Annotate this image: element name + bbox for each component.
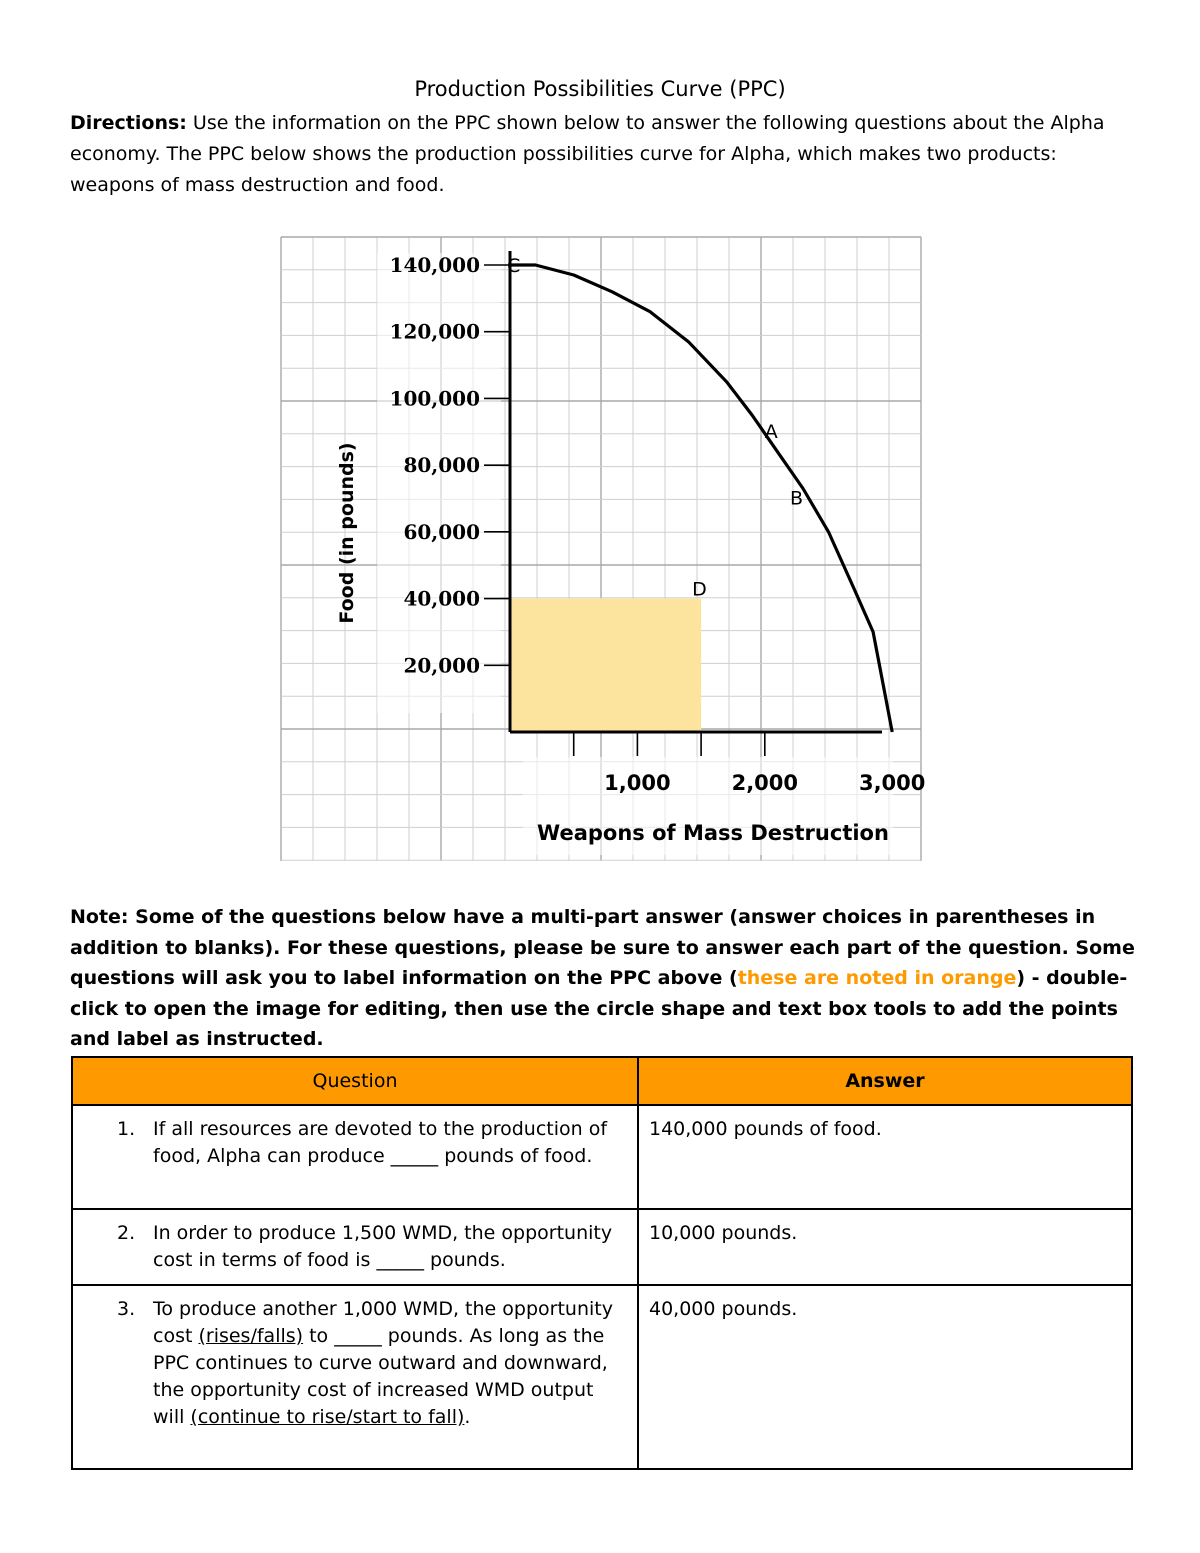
x-tick-label: 2,000: [731, 771, 799, 795]
answer-cell[interactable]: [638, 1209, 1132, 1285]
y-tick-label: 80,000: [403, 453, 480, 478]
question-cell: [72, 1285, 638, 1469]
y-tick-label: 120,000: [389, 319, 480, 344]
answer-text[interactable]: 40,000 pounds.: [649, 1298, 798, 1320]
question-text-part: to _____ pounds. As long as the PPC continues to curve outward and downward, the opportunity cost of increased WMD output will: [153, 1325, 608, 1428]
answer-choice-underlined: (rises/falls): [198, 1325, 304, 1347]
question-cell: [72, 1105, 638, 1209]
directions-text: Use the information on the PPC shown below to answer the following questions about the Alpha economy. The PPC below shows the production possibilities curve for Alpha, which makes two products: weapons of mass destruction and food.: [70, 112, 1105, 196]
answer-cell[interactable]: [638, 1285, 1132, 1469]
question-number: 1.: [117, 1118, 136, 1140]
y-tick-label: 40,000: [403, 586, 480, 611]
answer-text[interactable]: 10,000 pounds.: [649, 1222, 798, 1244]
point-label-a: A: [764, 420, 778, 443]
note-text-1: Note: Some of the questions below have a multi-part answer (answer choices in parentheses in addition to blanks). For these questions, please be sure to answer each part of the question. Some questions will ask you to label information on the PPC above (: [70, 906, 1135, 989]
point-labels-group: [507, 255, 803, 601]
directions-label: Directions:: [70, 112, 187, 134]
shaded-region-group: [510, 599, 701, 732]
table-row: [72, 1209, 1132, 1285]
question-text-part: .: [464, 1406, 471, 1428]
table-row: [72, 1105, 1132, 1209]
directions: [70, 108, 1130, 201]
question-header: Question: [72, 1057, 638, 1105]
x-tick-label: 3,000: [858, 771, 925, 795]
answer-text[interactable]: 140,000 pounds of food.: [649, 1118, 882, 1140]
point-label-b: B: [790, 487, 804, 510]
y-tick-label: 140,000: [389, 253, 480, 277]
ppc-figure[interactable]: [277, 233, 925, 865]
note: [70, 902, 1135, 1055]
y-tick-label: 20,000: [403, 653, 480, 678]
x-axis-label: Weapons of Mass Destruction: [537, 821, 889, 845]
point-label-c: C: [507, 255, 521, 277]
y-tick-label: 100,000: [389, 386, 480, 411]
note-orange-text: these are noted in orange: [737, 967, 1017, 989]
question-text: [153, 1296, 627, 1431]
table-header-row: [72, 1057, 1132, 1105]
question-cell: [72, 1209, 638, 1285]
question-number: 3.: [117, 1298, 136, 1320]
y-tick-label: 60,000: [403, 519, 480, 544]
y-axis-label: Food (in pounds): [336, 442, 358, 624]
answer-choice-underlined: (continue to rise/start to fall): [190, 1406, 465, 1428]
question-text: In order to produce 1,500 WMD, the opportunity cost in terms of food is _____ pounds.: [153, 1222, 613, 1271]
question-number: 2.: [117, 1222, 136, 1244]
note-text-2: ) - double-click to open the image for editing, then use the circle shape and text box tools to add the points and label as instructed.: [70, 967, 1128, 1050]
answer-header: Answer: [638, 1057, 1132, 1105]
table-row: [72, 1285, 1132, 1469]
ppc-chart[interactable]: [277, 233, 925, 865]
shaded-region: [510, 599, 701, 732]
question-answer-table: [71, 1056, 1133, 1470]
question-text-part: To produce another 1,000 WMD, the opportunity cost: [153, 1298, 613, 1347]
page-title: Production Possibilities Curve (PPC): [414, 77, 786, 101]
point-label-d: D: [692, 578, 707, 601]
question-text: If all resources are devoted to the production of food, Alpha can produce _____ pounds of food.: [153, 1118, 608, 1167]
x-tick-label: 1,000: [604, 771, 671, 795]
answer-cell[interactable]: [638, 1105, 1132, 1209]
